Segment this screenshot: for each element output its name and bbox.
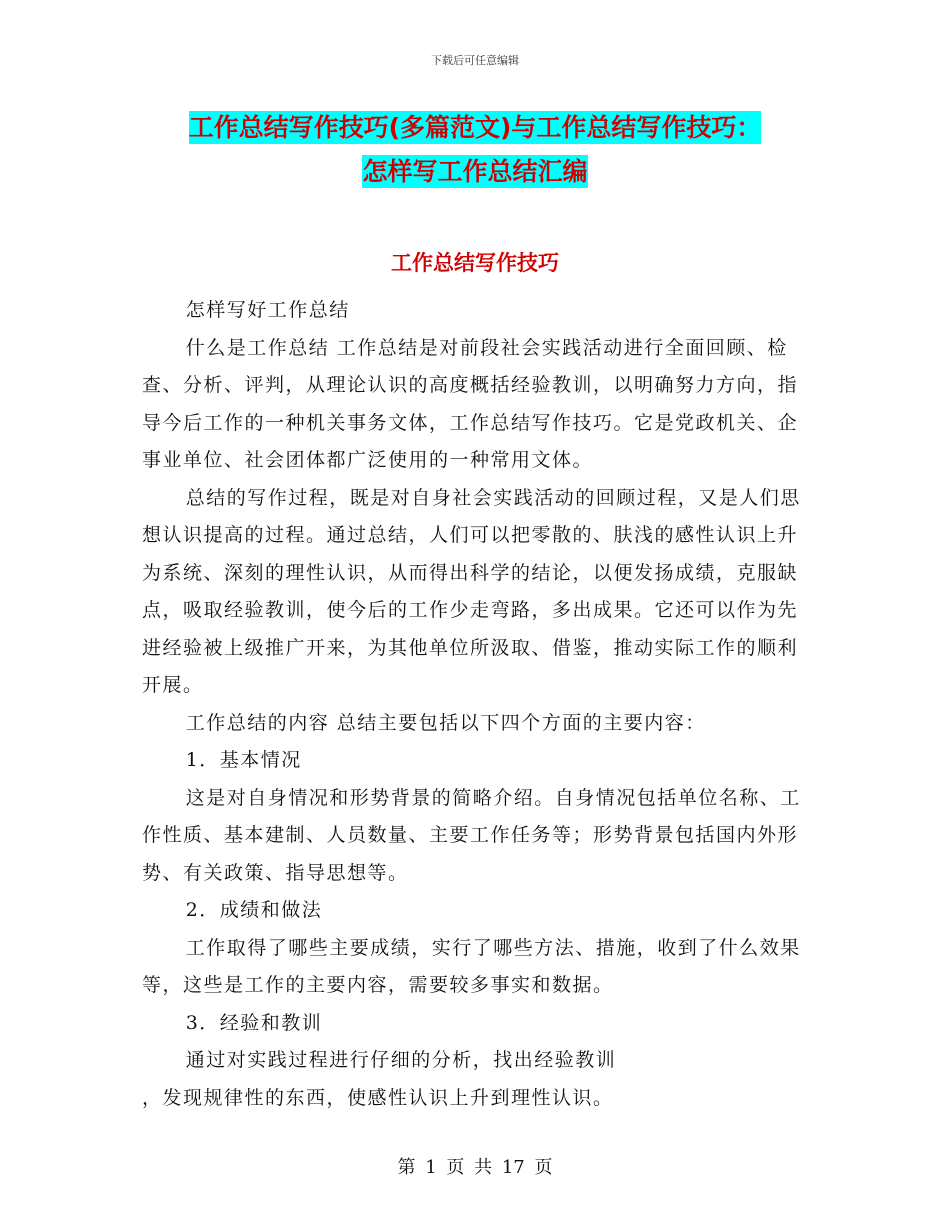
page-indicator: 第 1 页 共 17 页	[397, 1157, 553, 1178]
paragraph-subtitle: 怎样写好工作总结	[185, 299, 350, 321]
paragraph-content-intro: 工作总结的内容 总结主要包括以下四个方面的主要内容：	[185, 711, 706, 734]
document-title-line-2-text: 怎样写工作总结汇编	[362, 157, 588, 186]
paragraph-basic-situation: 这是对自身情况和形势背景的简略介绍。自身情况包括单位名称、工作性质、基本建制、人员数量、主要工作任务等；形势背景包括国内外形势、有关政策、指导思想等。	[142, 786, 801, 884]
list-heading-lessons: 3．经验和教训	[185, 1011, 323, 1034]
paragraph-writing-process: 总结的写作过程，既是对自身社会实践活动的回顾过程，又是人们思想认识提高的过程。通过总结，人们可以把零散的、肤浅的感性认识上升为系统、深刻的理性认识，从而得出科学的结论，以便发扬成绩，克服缺点，吸取经验教训，使今后的工作少走弯路，多出成果。它还可以作为先进经验被上级推广开来，为其他单位所汲取、借鉴，推动实际工作的顺利开展。	[142, 486, 801, 696]
paragraph-lessons-continued: ，发现规律性的东西，使感性认识上升到理性认识。	[142, 1086, 614, 1109]
document-body	[142, 292, 812, 1117]
paragraph-lessons: 通过对实践过程进行仔细的分析，找出经验教训	[185, 1049, 617, 1071]
document-title-line-1-text: 工作总结写作技巧(多篇范文)与工作总结写作技巧：	[188, 113, 762, 142]
document-title-line-2	[0, 156, 950, 188]
header-note: 下载后可任意编辑	[431, 54, 519, 67]
section-heading: 工作总结写作技巧	[391, 251, 559, 275]
paragraph-achievements: 工作取得了哪些主要成绩，实行了哪些方法、措施，收到了什么效果等，这些是工作的主要内容，需要较多事实和数据。	[142, 936, 801, 996]
document-title-line-1	[0, 112, 950, 144]
paragraph-definition: 什么是工作总结 工作总结是对前段社会实践活动进行全面回顾、检查、分析、评判，从理论认识的高度概括经验教训，以明确努力方向，指导今后工作的一种机关事务文体，工作总结写作技巧。它是党政机关、企事业单位、社会团体都广泛使用的一种常用文体。	[142, 336, 799, 471]
list-heading-basic-situation: 1．基本情况	[185, 749, 302, 771]
list-heading-achievements: 2．成绩和做法	[185, 899, 323, 921]
